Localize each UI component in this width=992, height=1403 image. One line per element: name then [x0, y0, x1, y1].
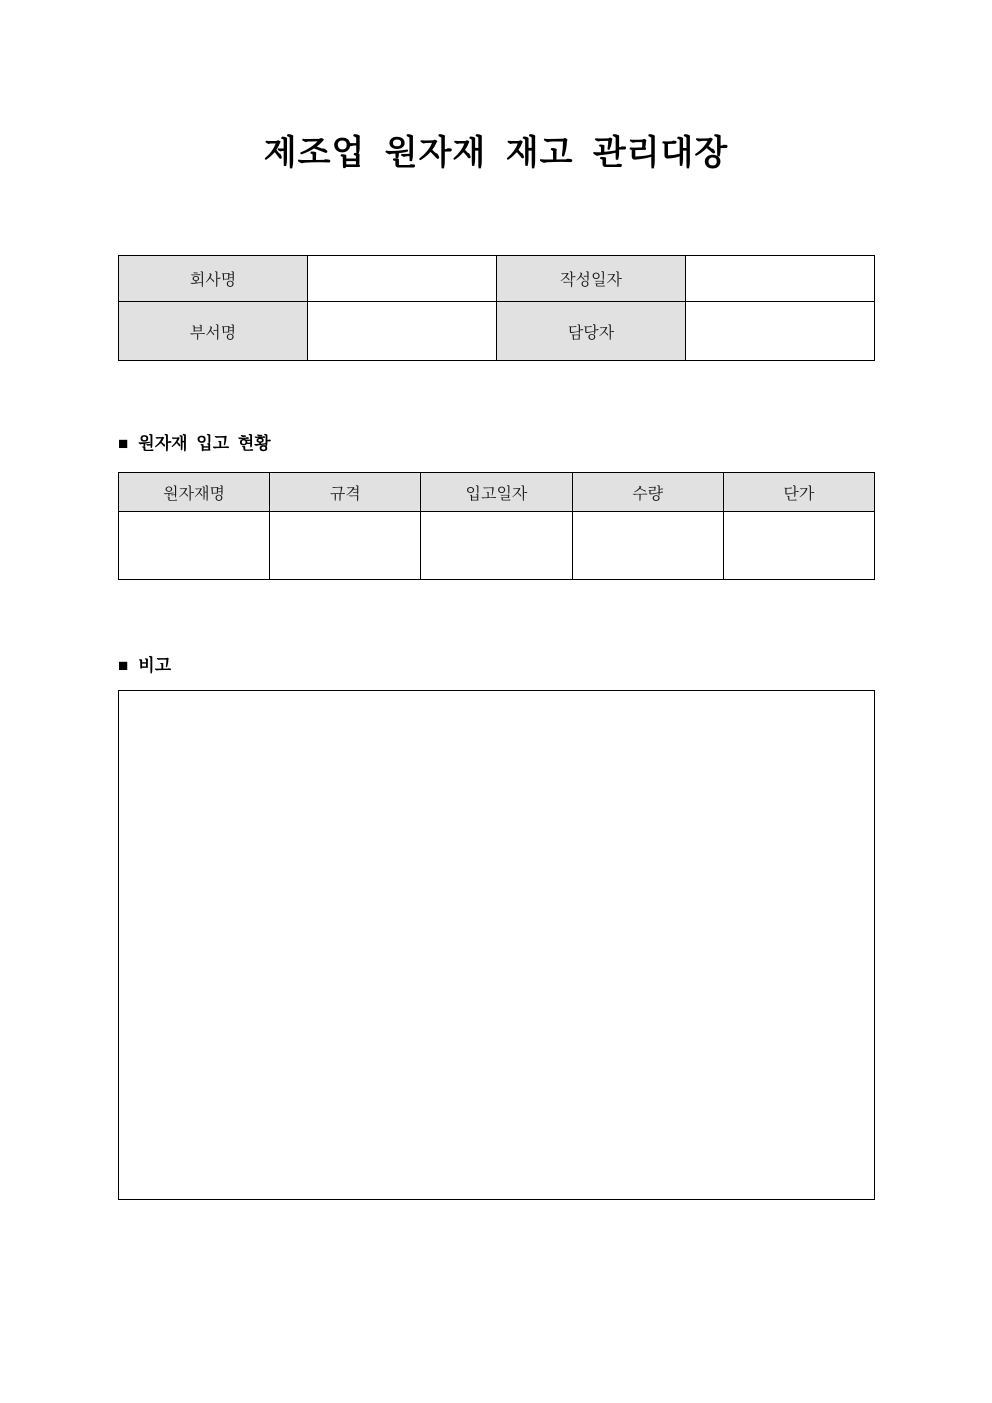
incoming-cell-quantity[interactable] [572, 512, 723, 580]
incoming-cell-receipt-date[interactable] [421, 512, 572, 580]
section-title-notes: 비고 [138, 656, 172, 675]
company-label-cell: 회사명 [119, 256, 308, 302]
info-table-row [119, 256, 875, 302]
date-label-cell: 작성일자 [497, 256, 686, 302]
section-bullet-icon: ■ [118, 434, 129, 453]
info-table [118, 255, 875, 361]
department-label-cell: 부서명 [119, 302, 308, 361]
incoming-table [118, 472, 875, 580]
manager-value-cell[interactable] [686, 302, 875, 361]
section-bullet-icon: ■ [118, 656, 129, 675]
column-header-spec: 규격 [270, 473, 421, 512]
column-header-material-name: 원자재명 [119, 473, 270, 512]
incoming-cell-unit-price[interactable] [723, 512, 874, 580]
incoming-cell-material-name[interactable] [119, 512, 270, 580]
section-header-incoming [118, 434, 271, 454]
column-header-receipt-date: 입고일자 [421, 473, 572, 512]
date-value-cell[interactable] [686, 256, 875, 302]
manager-label-cell: 담당자 [497, 302, 686, 361]
document-title: 제조업 원자재 재고 관리대장 [263, 134, 729, 172]
section-title-incoming: 원자재 입고 현황 [138, 434, 271, 453]
incoming-cell-spec[interactable] [270, 512, 421, 580]
department-value-cell[interactable] [308, 302, 497, 361]
section-header-notes [118, 656, 171, 676]
company-value-cell[interactable] [308, 256, 497, 302]
notes-box[interactable] [118, 690, 875, 1200]
incoming-table-header-row [119, 473, 875, 512]
column-header-quantity: 수량 [572, 473, 723, 512]
info-table-row [119, 302, 875, 361]
column-header-unit-price: 단가 [723, 473, 874, 512]
incoming-table-data-row [119, 512, 875, 580]
